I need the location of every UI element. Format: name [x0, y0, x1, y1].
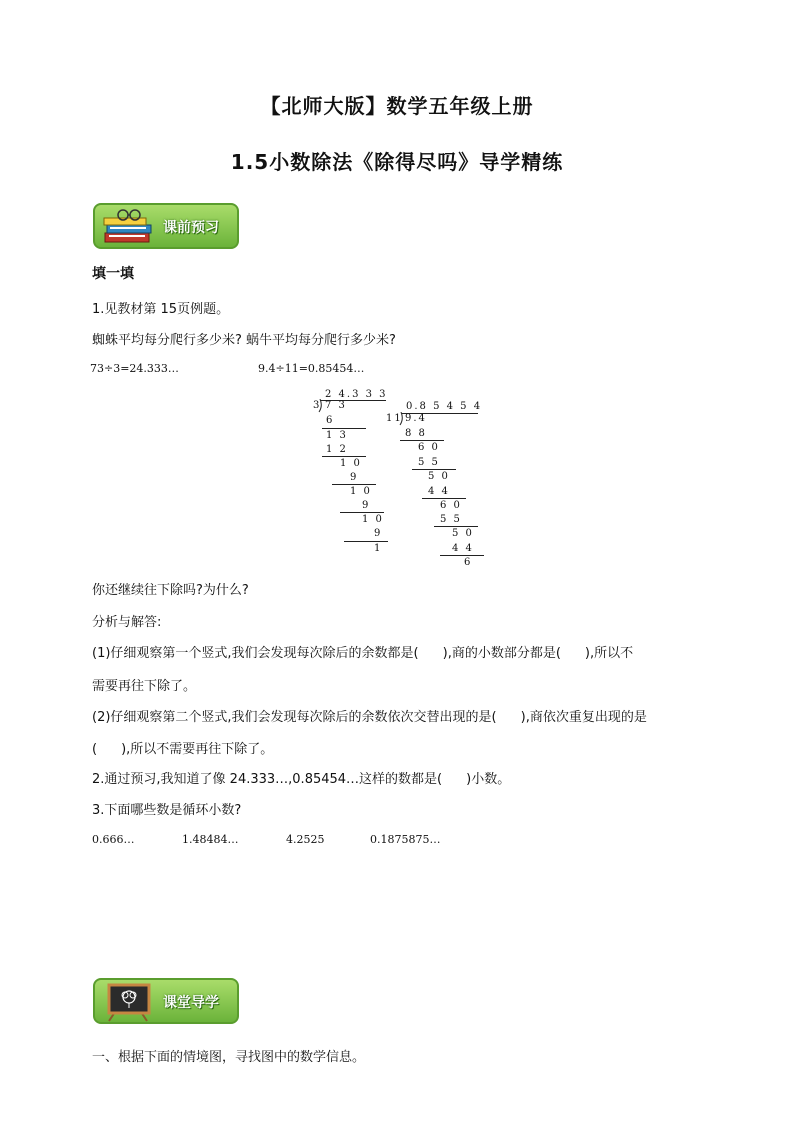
step: 1 [374, 543, 383, 554]
number-option: 4.2525 [286, 833, 325, 846]
step: 5 0 [452, 528, 474, 539]
step: 9 [362, 500, 371, 511]
question-3: 3.下面哪些数是循环小数? [92, 803, 242, 818]
step: 5 0 [428, 471, 450, 482]
page-title: 【北师大版】数学五年级上册 [260, 94, 534, 118]
step: 8 8 [405, 428, 427, 439]
step: 6 0 [418, 442, 440, 453]
question-continue: 你还继续往下除吗?为什么? [92, 583, 249, 598]
analysis-label: 分析与解答: [92, 615, 162, 630]
classroom-banner-label: 课堂导学 [163, 995, 219, 1011]
books-icon [101, 207, 159, 247]
step: 6 [464, 557, 473, 568]
number-option: 0.666… [92, 833, 135, 846]
section-2-intro: 一、根据下面的情境图，寻找图中的数学信息。 [92, 1050, 366, 1065]
step: 1 3 [326, 430, 348, 441]
preview-banner-label: 课前预习 [163, 220, 219, 236]
number-option: 1.48484… [182, 833, 239, 846]
dividend: 9.4 [405, 413, 427, 424]
page-subtitle: 1.5小数除法《除得尽吗》导学精练 [230, 150, 564, 174]
step: 1 2 [326, 444, 348, 455]
step: 4 4 [428, 486, 450, 497]
divisor: 3 [313, 400, 322, 411]
answer-2-line1: (2)仔细观察第二个竖式,我们会发现每次除后的余数依次交替出现的是( ),商依次重复出现的是 [92, 710, 647, 725]
divisor: 11 [386, 413, 403, 424]
step: 4 4 [452, 543, 474, 554]
step: 5 5 [418, 457, 440, 468]
quotient: 0.8 5 4 5 4 [406, 401, 483, 412]
question-1-sub: 蜘蛛平均每分爬行多少米? 蜗牛平均每分爬行多少米? [92, 333, 396, 348]
dividend: 7 3 [325, 400, 347, 411]
question-2: 2.通过预习,我知道了像 24.333…,0.85454…这样的数都是( )小数。 [92, 772, 511, 787]
equation-2: 9.4÷11=0.85454… [258, 362, 365, 375]
chalkboard-icon [101, 982, 157, 1022]
step: 9 [350, 472, 359, 483]
answer-2-line2: ( ),所以不需要再往下除了。 [92, 742, 274, 757]
section-heading: 填一填 [92, 266, 134, 282]
number-option: 0.1875875… [370, 833, 441, 846]
classroom-banner [93, 978, 239, 1024]
step: 1 0 [350, 486, 372, 497]
answer-1-line2: 需要再往下除了。 [92, 679, 197, 694]
quotient: 2 4.3 3 3 [325, 389, 388, 400]
step: 1 0 [362, 514, 384, 525]
question-1: 1.见教材第 15页例题。 [92, 302, 230, 317]
answer-1-line1: (1)仔细观察第一个竖式,我们会发现每次除后的余数都是( ),商的小数部分都是( ),所以不 [92, 646, 634, 661]
step: 9 [374, 528, 383, 539]
division-bracket [318, 399, 324, 413]
step: 6 0 [440, 500, 462, 511]
preview-banner [93, 203, 239, 249]
step: 6 [326, 415, 335, 426]
step: 1 0 [340, 458, 362, 469]
equation-1: 73÷3=24.333… [90, 362, 179, 375]
step: 5 5 [440, 514, 462, 525]
